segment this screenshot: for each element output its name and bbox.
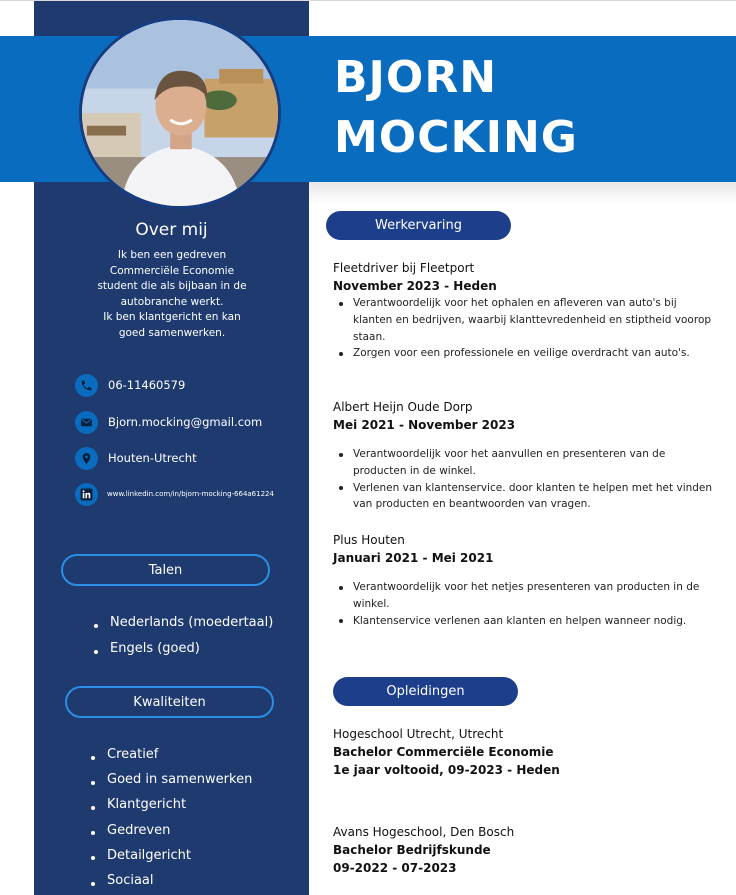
linkedin-url[interactable]: www.linkedin.com/in/bjorn-mocking-664a61224	[107, 490, 274, 498]
job-bullets	[337, 446, 713, 513]
education-heading: Opleidingen	[333, 677, 518, 706]
job-title: Albert Heijn Oude Dorp	[333, 400, 473, 414]
profile-photo	[79, 17, 281, 209]
qualities-list	[91, 745, 252, 895]
list-item: Klantenservice verlenen aan klanten en helpen wanneer nodig.	[337, 613, 713, 630]
list-item: Creatief	[91, 745, 252, 770]
education-period: 1e jaar voltooid, 09-2023 - Heden	[333, 763, 560, 777]
list-item: Nederlands (moedertaal)	[94, 613, 273, 639]
profile-photo-image	[82, 20, 278, 206]
education-school: Avans Hogeschool, Den Bosch	[333, 825, 515, 839]
job-title: Fleetdriver bij Fleetport	[333, 261, 475, 275]
name-heading	[334, 48, 578, 168]
phone-number[interactable]: 06-11460579	[108, 378, 186, 392]
header-shadow	[309, 182, 736, 204]
list-item: Verantwoordelijk voor het netjes presenteren van producten in de winkel.	[337, 579, 713, 613]
job-date: Januari 2021 - Mei 2021	[333, 551, 494, 565]
list-item: Gedreven	[91, 821, 252, 846]
list-item: Detailgericht	[91, 846, 252, 871]
contact-linkedin	[75, 482, 274, 506]
phone-icon	[75, 374, 98, 397]
list-item: Engels (goed)	[94, 639, 273, 665]
job-date: November 2023 - Heden	[333, 279, 497, 293]
education-degree: Bachelor Commerciële Economie	[333, 745, 554, 759]
contact-phone	[75, 373, 185, 397]
envelope-icon	[75, 411, 98, 434]
about-line: Commerciële Economie	[109, 264, 235, 277]
about-text	[72, 248, 272, 342]
list-item: Sociaal	[91, 871, 252, 895]
qualities-heading: Kwaliteiten	[65, 686, 274, 718]
about-line: Ik ben klantgericht en kan	[103, 311, 241, 324]
job-bullets	[337, 579, 713, 629]
list-item: Goed in samenwerken	[91, 770, 252, 795]
languages-list	[94, 613, 273, 665]
education-entry	[333, 725, 713, 779]
experience-heading: Werkervaring	[326, 211, 511, 240]
education-entry	[333, 823, 713, 877]
name-first: BJORN	[334, 52, 498, 103]
list-item: Klantgericht	[91, 795, 252, 820]
education-school: Hogeschool Utrecht, Utrecht	[333, 727, 504, 741]
about-line: autobranche werkt.	[120, 295, 224, 308]
list-item: Verantwoordelijk voor het aanvullen en presenteren van de producten in de winkel.	[337, 446, 713, 480]
education-degree: Bachelor Bedrijfskunde	[333, 843, 491, 857]
education-period: 09-2022 - 07-2023	[333, 861, 457, 875]
linkedin-icon	[75, 483, 98, 506]
job-date: Mei 2021 - November 2023	[333, 418, 516, 432]
email-address[interactable]: Bjorn.mocking@gmail.com	[108, 415, 263, 429]
list-item: Verantwoordelijk voor het ophalen en afleveren van auto's bij klanten en bedrijven, waarbij klanttevredenheid en stiptheid voorop staan.	[337, 295, 713, 345]
languages-heading: Talen	[61, 554, 270, 586]
list-item: Verlenen van klantenservice. door klanten te helpen met het vinden van producten en beantwoorden van vragen.	[337, 480, 713, 514]
map-pin-icon	[75, 447, 98, 470]
job-entry	[333, 531, 713, 629]
job-entry	[333, 398, 713, 513]
location-text: Houten-Utrecht	[108, 451, 197, 465]
list-item: Zorgen voor een professionele en veilige overdracht van auto's.	[337, 345, 713, 362]
name-last: MOCKING	[334, 112, 578, 163]
contact-location	[75, 446, 197, 470]
about-line: goed samenwerken.	[118, 326, 226, 339]
job-title: Plus Houten	[333, 533, 405, 547]
contact-email	[75, 410, 262, 434]
about-title: Over mij	[135, 220, 208, 240]
job-entry	[333, 259, 713, 362]
about-line: Ik ben een gedreven	[117, 249, 227, 261]
about-line: student die als bijbaan in de	[97, 280, 247, 293]
job-bullets	[337, 295, 713, 362]
